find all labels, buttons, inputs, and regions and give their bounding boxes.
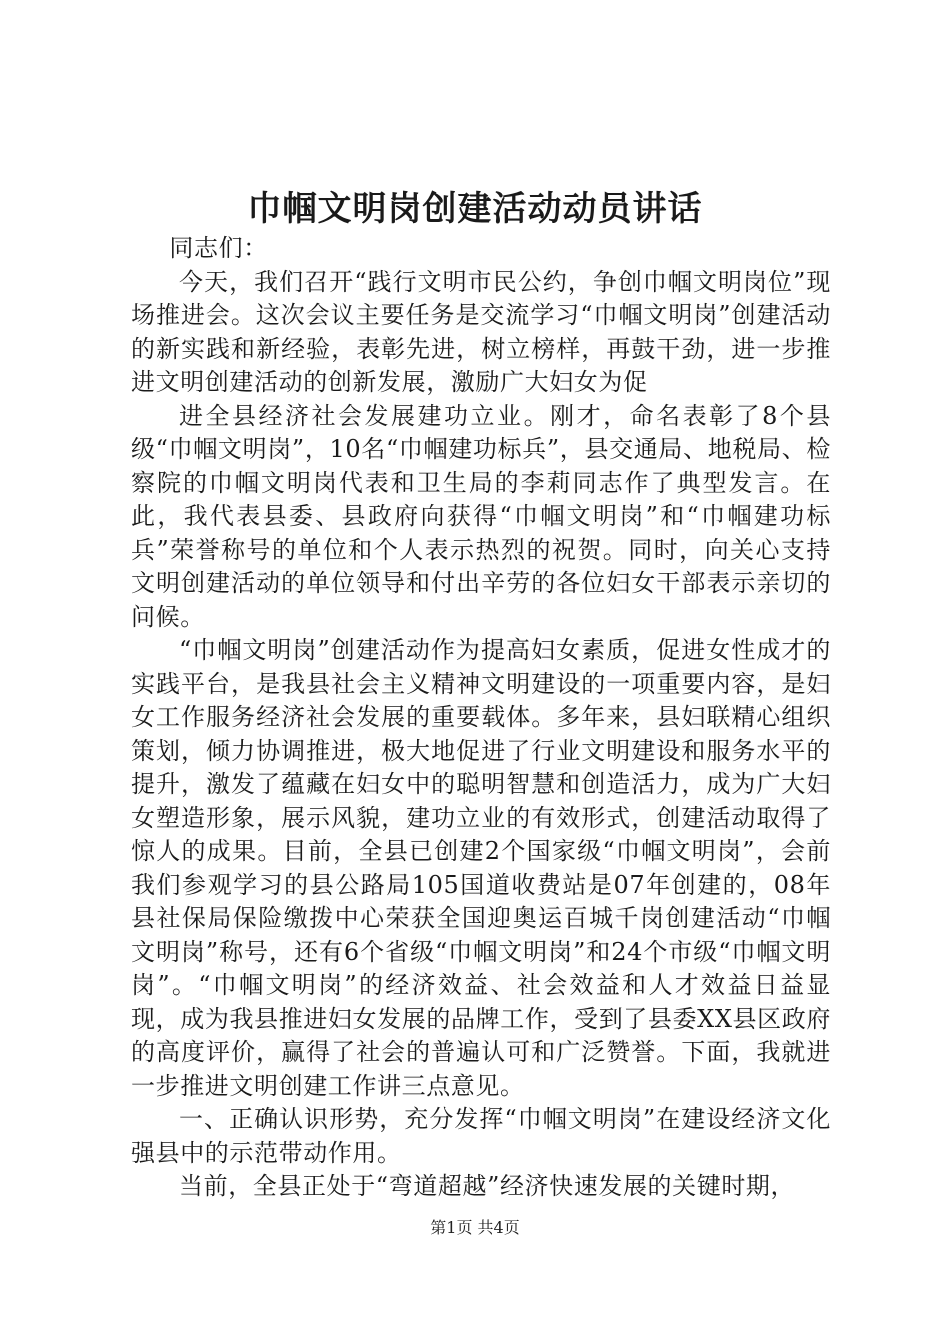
paragraph-4: 一、正确认识形势，充分发挥“巾帼文明岗”在建设经济文化强县中的示范带动作用。 (131, 1105, 831, 1167)
paragraph-1: 今天，我们召开“践行文明市民公约，争创巾帼文明岗位”现场推进会。这次会议主要任务是交流学习“巾帼文明岗”创建活动的新实践和新经验，表彰先进，树立榜样，再鼓干劲，进一步推进文明创建活动的创新发展，激励广大妇女为促 (131, 267, 831, 396)
paragraph-2: 进全县经济社会发展建功立业。刚才，命名表彰了8个县级“巾帼文明岗”，10名“巾帼建功标兵”，县交通局、地税局、检察院的巾帼文明岗代表和卫生局的李莉同志作了典型发言。在此，我代表县委、县政府向获得“巾帼文明岗”和“巾帼建功标兵”荣誉称号的单位和个人表示热烈的祝贺。同时，向关心支持文明创建活动的单位领导和付出辛劳的各位妇女干部表示亲切的问候。 (131, 401, 831, 631)
paragraph-greeting: 同志们： (169, 234, 268, 262)
page-footer: 第1页 共4页 (430, 1218, 520, 1237)
paragraph-3: “巾帼文明岗”创建活动作为提高妇女素质，促进女性成才的实践平台，是我县社会主义精神文明建设的一项重要内容，是妇女工作服务经济社会发展的重要载体。多年来，县妇联精心组织策划，倾力协调推进，极大地促进了行业文明建设和服务水平的提升，激发了蕴藏在妇女中的聪明智慧和创造活力，成为广大妇女塑造形象，展示风貌，建功立业的有效形式，创建活动取得了惊人的成果。目前，全县已创建2个国家级“巾帼文明岗”，会前我们参观学习的县公路局105国道收费站是07年创建的，08年县社保局保险缴拨中心荣获全国迎奥运百城千岗创建活动“巾帼文明岗”称号，还有6个省级“巾帼文明岗”和24个市级“巾帼文明岗”。“巾帼文明岗”的经济效益、社会效益和人才效益日益显现，成为我县推进妇女发展的品牌工作，受到了县委XX县区政府的高度评价，赢得了社会的普遍认可和广泛赞誉。下面，我就进一步推进文明创建工作讲三点意见。 (131, 636, 831, 1100)
document-title: 巾帼文明岗创建活动动员讲话 (247, 189, 703, 229)
paragraph-5: 当前，全县正处于“弯道超越”经济快速发展的关键时期， (179, 1172, 796, 1200)
document-body (131, 232, 831, 1204)
